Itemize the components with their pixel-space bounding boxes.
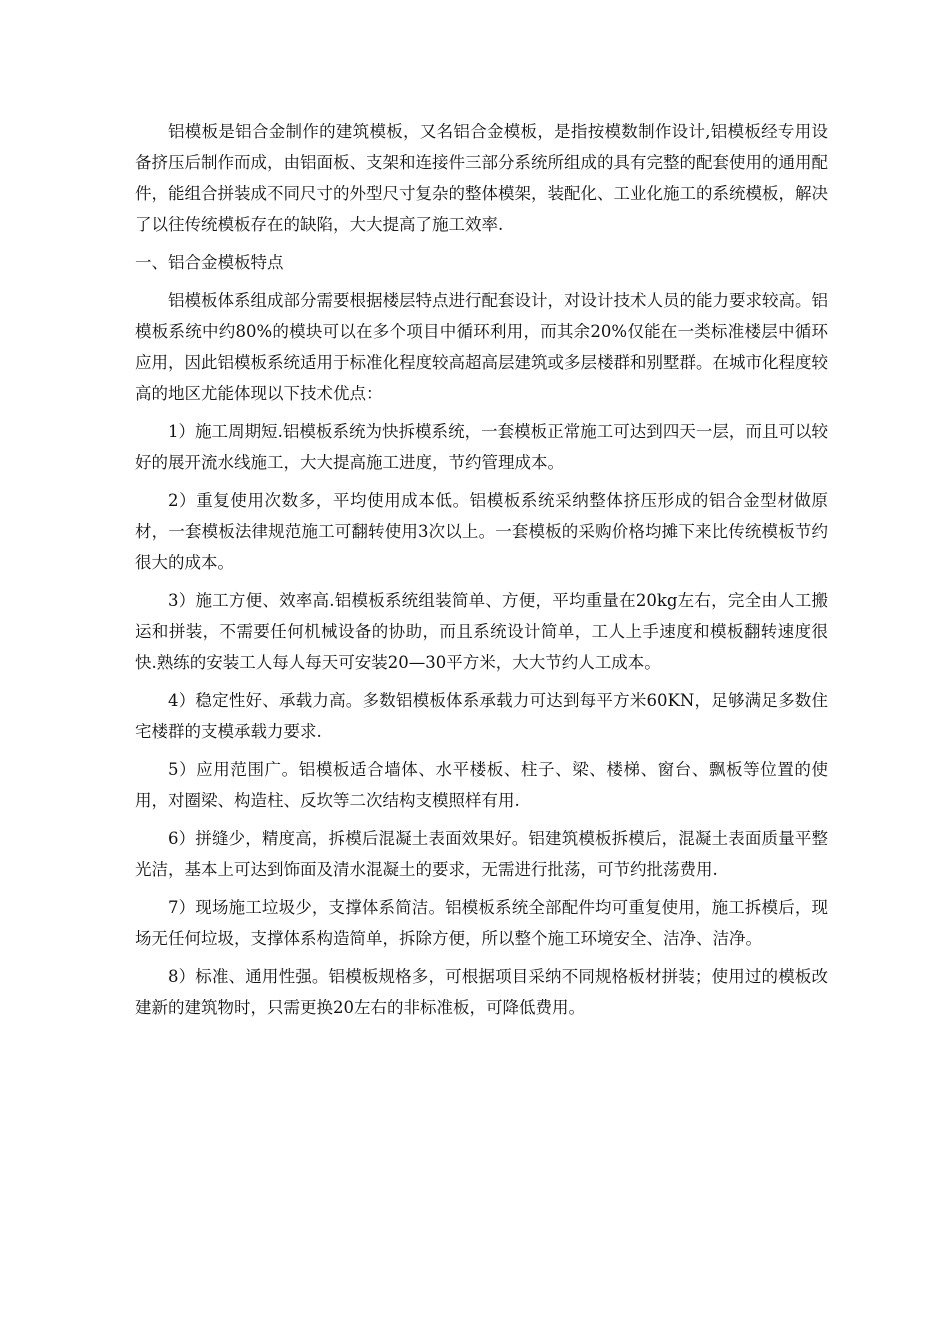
section-heading: 一、铝合金模板特点 — [135, 253, 284, 272]
intro-paragraph: 铝模板是铝合金制作的建筑模板，又名铝合金模板，是指按模数制作设计,铝模板经专用设备挤压后制作而成，由铝面板、支架和连接件三部分系统所组成的具有完整的配套使用的通用配件，能组合拼装成不同尺寸的外型尺寸复杂的整体模架，装配化、工业化施工的系统模板，解决了以往传统模板存在的缺陷，大大提高了施工效率. — [135, 122, 828, 234]
section-intro-paragraph: 铝模板体系组成部分需要根据楼层特点进行配套设计，对设计技术人员的能力要求较高。铝模板系统中约80%的模块可以在多个项目中循环利用，而其余20%仅能在一类标准楼层中循环应用，因此铝模板系统适用于标准化程度较高超高层建筑或多层楼群和别墅群。在城市化程度较高的地区尤能体现以下技术优点： — [135, 291, 828, 403]
point-7: 7）现场施工垃圾少，支撑体系简洁。铝模板系统全部配件均可重复使用，施工拆模后，现场无任何垃圾，支撑体系构造简单，拆除方便，所以整个施工环境安全、洁净、洁净。 — [135, 898, 828, 948]
point-8: 8）标准、通用性强。铝模板规格多，可根据项目采纳不同规格板材拼装；使用过的模板改建新的建筑物时，只需更换20左右的非标准板，可降低费用。 — [135, 967, 828, 1017]
point-1: 1）施工周期短.铝模板系统为快拆模系统，一套模板正常施工可达到四天一层，而且可以较好的展开流水线施工，大大提高施工进度，节约管理成本。 — [135, 422, 828, 472]
point-6: 6）拼缝少，精度高，拆模后混凝土表面效果好。铝建筑模板拆模后，混凝土表面质量平整光洁，基本上可达到饰面及清水混凝土的要求，无需进行批荡，可节约批荡费用. — [135, 829, 828, 879]
document-body — [135, 116, 828, 1030]
point-2: 2）重复使用次数多，平均使用成本低。铝模板系统采纳整体挤压形成的铝合金型材做原材，一套模板法律规范施工可翻转使用3次以上。一套模板的采购价格均摊下来比传统模板节约很大的成本。 — [135, 491, 828, 572]
point-4: 4）稳定性好、承载力高。多数铝模板体系承载力可达到每平方米60KN，足够满足多数住宅楼群的支模承载力要求. — [135, 691, 828, 741]
point-5: 5）应用范围广。铝模板适合墙体、水平楼板、柱子、梁、楼梯、窗台、飘板等位置的使用，对圈梁、构造柱、反坎等二次结构支模照样有用. — [135, 760, 828, 810]
point-3: 3）施工方便、效率高.铝模板系统组装简单、方便，平均重量在20kg左右，完全由人工搬运和拼装，不需要任何机械设备的协助，而且系统设计简单，工人上手速度和模板翻转速度很快.熟练的安装工人每人每天可安装20—30平方米，大大节约人工成本。 — [135, 591, 828, 672]
